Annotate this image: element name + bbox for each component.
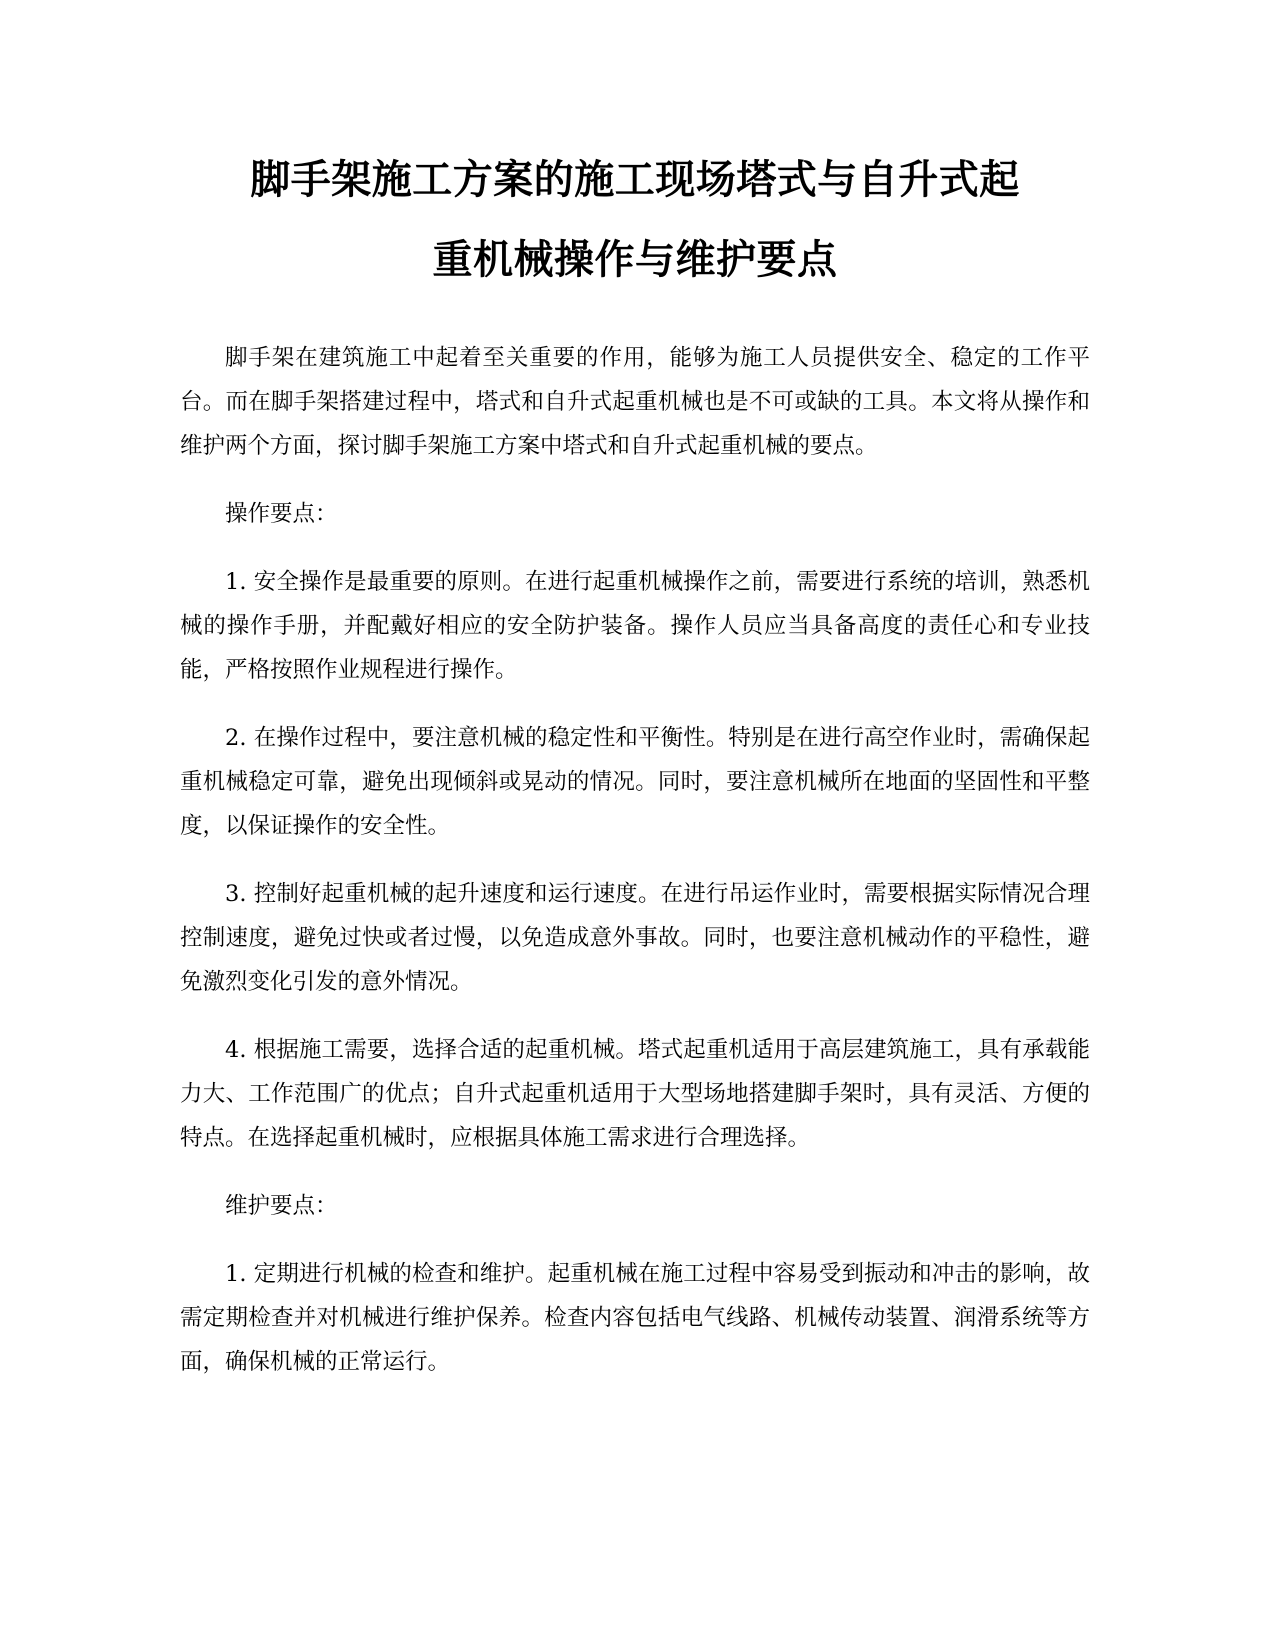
maintenance-heading: 维护要点： bbox=[225, 1193, 338, 1219]
title-line-2: 重机械操作与维护要点 bbox=[432, 237, 838, 283]
document-body bbox=[180, 336, 1090, 1384]
operation-point-3: 3. 控制好起重机械的起升速度和运行速度。在进行吊运作业时，需要根据实际情况合理控制速度，避免过快或者过慢，以免造成意外事故。同时，也要注意机械动作的平稳性，避免激烈变化引发的意外情况。 bbox=[180, 881, 1090, 995]
operation-point-2: 2. 在操作过程中，要注意机械的稳定性和平衡性。特别是在进行高空作业时，需确保起重机械稳定可靠，避免出现倾斜或晃动的情况。同时，要注意机械所在地面的坚固性和平整度，以保证操作的安全性。 bbox=[180, 725, 1090, 839]
document-page bbox=[180, 140, 1090, 1408]
operation-point-1: 1. 安全操作是最重要的原则。在进行起重机械操作之前，需要进行系统的培训，熟悉机械的操作手册，并配戴好相应的安全防护装备。操作人员应当具备高度的责任心和专业技能，严格按照作业规程进行操作。 bbox=[180, 569, 1090, 683]
document-title bbox=[180, 140, 1090, 300]
title-line-1: 脚手架施工方案的施工现场塔式与自升式起 bbox=[250, 157, 1020, 203]
maintenance-point-1: 1. 定期进行机械的检查和维护。起重机械在施工过程中容易受到振动和冲击的影响，故需定期检查并对机械进行维护保养。检查内容包括电气线路、机械传动装置、润滑系统等方面，确保机械的正常运行。 bbox=[180, 1261, 1090, 1375]
operation-point-4: 4. 根据施工需要，选择合适的起重机械。塔式起重机适用于高层建筑施工，具有承载能力大、工作范围广的优点；自升式起重机适用于大型场地搭建脚手架时，具有灵活、方便的特点。在选择起重机械时，应根据具体施工需求进行合理选择。 bbox=[180, 1037, 1090, 1151]
intro-paragraph: 脚手架在建筑施工中起着至关重要的作用，能够为施工人员提供安全、稳定的工作平台。而在脚手架搭建过程中，塔式和自升式起重机械也是不可或缺的工具。本文将从操作和维护两个方面，探讨脚手架施工方案中塔式和自升式起重机械的要点。 bbox=[180, 345, 1090, 459]
operation-heading: 操作要点： bbox=[225, 501, 338, 527]
